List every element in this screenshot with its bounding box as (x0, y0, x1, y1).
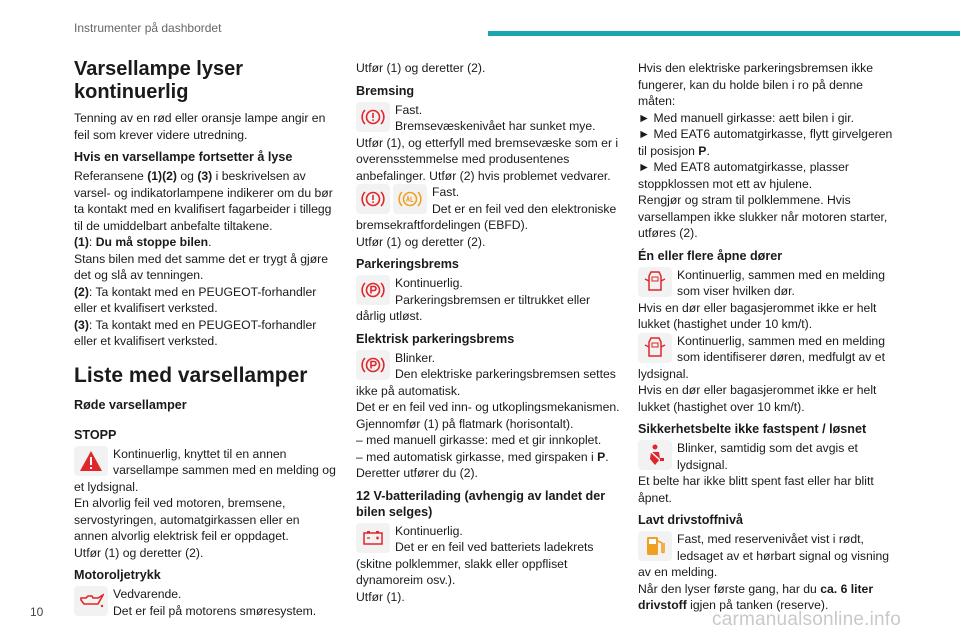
battery-text: Utfør (1). (356, 589, 405, 604)
stop-warning-icon (74, 446, 108, 476)
heading-seat-belt: Sikkerhetsbelte ikke fastspent / løsnet (638, 422, 867, 436)
column-1 (74, 55, 336, 619)
header-accent-bar (488, 31, 960, 36)
oil-can-icon (74, 586, 108, 616)
intro-text: Tenning av en rød eller oransje lampe angir en feil som krever videre utredning. (74, 111, 326, 142)
open-door-icon (638, 333, 672, 363)
abs-icon (393, 184, 427, 214)
heading-oil-pressure: Motoroljetrykk (74, 568, 161, 582)
ref-2-text: (2): Ta kontakt med en PEUGEOT-forhandler eller et kvalifisert verksted. (74, 284, 317, 315)
page-number: 10 (30, 605, 44, 619)
parking-brake-icon (356, 275, 390, 305)
battery-item: Kontinuerlig. Det er en feil ved batteriets ladekrets (skitne polklemmer, slakk eller oppfliset dynamoreim osv.). (356, 523, 594, 587)
epb-item: Blinker. Den elektriske parkeringsbremsen settes ikke på automatisk. (356, 350, 616, 398)
door-text: Hvis en dør eller bagasjerommet ikke er helt lukket (hastighet under 10 km/t). (638, 300, 877, 331)
epb-text-2: Gjennomfør (1) på flatmark (horisontalt). (356, 416, 574, 431)
door2-item: Kontinuerlig, sammen med en melding som identifiserer døren, medfulgt av et lydsignal. (638, 333, 885, 381)
references-text: Referansene (1)(2) og (3) i beskrivelsen av varsel- og indikatorlampene indikerer om du bør ta kontakt med en kvalifisert fagarbeider i tillegg til de umiddelbart anbefalte tiltakene. (74, 169, 333, 233)
ebfd-item: Fast. Det er en feil ved den elektroniske bremsekraftfordelingen (EBFD). (356, 185, 617, 232)
heading-red-lamps: Røde varsellamper (74, 397, 187, 412)
col3-text-2: ► Med manuell girkasse: aett bilen i gir. (638, 110, 854, 125)
epb-text-1: Det er en feil ved inn- og utkoplingsmekanismen. (356, 400, 620, 414)
heading-low-fuel: Lavt drivstoffnivå (638, 513, 743, 527)
ref-1-text: Stans bilen med det samme det er trygt å gjøre det og slå av tenningen. (74, 251, 329, 282)
park-item: Kontinuerlig. Parkeringsbremsen er tiltrukket eller dårlig utløst. (356, 276, 591, 323)
col3-text-3: ► Med EAT6 automatgirkasse, flytt girvelgeren til posisjon P. (638, 127, 893, 158)
belt-text: Et belte har ikke blitt spent fast eller har blitt åpnet. (638, 474, 874, 505)
oil-item: Vedvarende. Det er feil på motorens smøresystem. (74, 586, 336, 619)
door2-text: Hvis en dør eller bagasjerommet ikke er helt lukket (hastighet over 10 km/t). (638, 383, 877, 414)
heading-electric-parking-brake: Elektrisk parkeringsbrems (356, 331, 515, 346)
heading-parking-brake: Parkeringsbrems (356, 257, 459, 271)
brake-warning-icon (356, 184, 390, 214)
heading-warning-lamp-on: Varsellampe lyser kontinuerlig (74, 58, 244, 103)
heading-if-lamp-stays-on: Hvis en varsellampe fortsetter å lyse (74, 150, 293, 164)
seat-belt-icon (638, 440, 672, 470)
stop-text-3: Utfør (1) og deretter (2). (74, 545, 204, 560)
epb-text-4: – med automatisk girkasse, med girspaken i P. (356, 449, 609, 464)
fuel-pump-icon (638, 531, 672, 561)
heading-battery-charging: 12 V-batterilading (avhengig av landet der bilen selges) (356, 488, 606, 519)
fuel-item: Fast, med reservenivået vist i rødt, ledsaget av et hørbart signal og visning av en melding. (638, 532, 890, 579)
heading-stop: STOPP (74, 427, 117, 442)
col3-text-4: ► Med EAT8 automatgirkasse, plasser stoppklossen mot ett av hjulene. (638, 160, 849, 191)
battery-icon (356, 523, 390, 553)
stop-text-2: En alvorlig feil ved motoren, bremsene, servostyringen, automatgirkassen eller en annen alvorlig elektrisk feil er oppdaget. (74, 496, 300, 543)
ref-1-line: (1): Du må stoppe bilen. (74, 235, 212, 249)
brake-text: Utfør (1), og etterfyll med bremsevæske som er i overensstemmelse med produsentenes anbefalinger. Utfør (2) hvis problemet vedvarer. (356, 135, 619, 183)
col2-top-text: Utfør (1) og deretter (2). (356, 61, 486, 75)
page-header (0, 0, 960, 44)
brake-item: Fast. Bremsevæskenivået har sunket mye. (356, 102, 620, 135)
epb-text-5: Deretter utfører du (2). (356, 466, 478, 480)
parking-brake-icon (356, 350, 390, 380)
ebfd-text: Utfør (1) og deretter (2). (356, 234, 486, 249)
section-title: Instrumenter på dashbordet (74, 21, 222, 35)
col3-text-5: Rengjør og stram til polklemmene. Hvis varsellampen ikke slukker når motoren starter, utføres (2). (638, 193, 888, 240)
heading-open-doors: Én eller flere åpne dører (638, 248, 783, 263)
epb-text-3: – med manuell girkasse: med et gir innkoplet. (356, 433, 602, 447)
brake-warning-icon (356, 102, 390, 132)
watermark: carmanualsonline.info (712, 609, 902, 630)
fuel-text: Når den lyser første gang, har du ca. 6 liter drivstoff igjen på tanken (reserve). (638, 581, 874, 612)
door-item: Kontinuerlig, sammen med en melding som viser hvilken dør. (638, 267, 902, 300)
ref-3-text: (3): Ta kontakt med en PEUGEOT-forhandler eller et kvalifisert verksted. (74, 317, 317, 348)
column-2 (356, 55, 620, 605)
belt-item: Blinker, samtidig som det avgis et lydsignal. (638, 440, 902, 473)
open-door-icon (638, 267, 672, 297)
column-3 (638, 55, 902, 614)
col3-text-1: Hvis den elektriske parkeringsbremsen ikke fungerer, kan du holde bilen i ro på denne måten: (638, 61, 874, 108)
heading-lamp-list: Liste med varsellamper (74, 363, 308, 387)
heading-braking: Bremsing (356, 83, 415, 98)
stop-item: Kontinuerlig, knyttet til en annen varsellampe sammen med en melding og et lydsignal. (74, 446, 336, 494)
